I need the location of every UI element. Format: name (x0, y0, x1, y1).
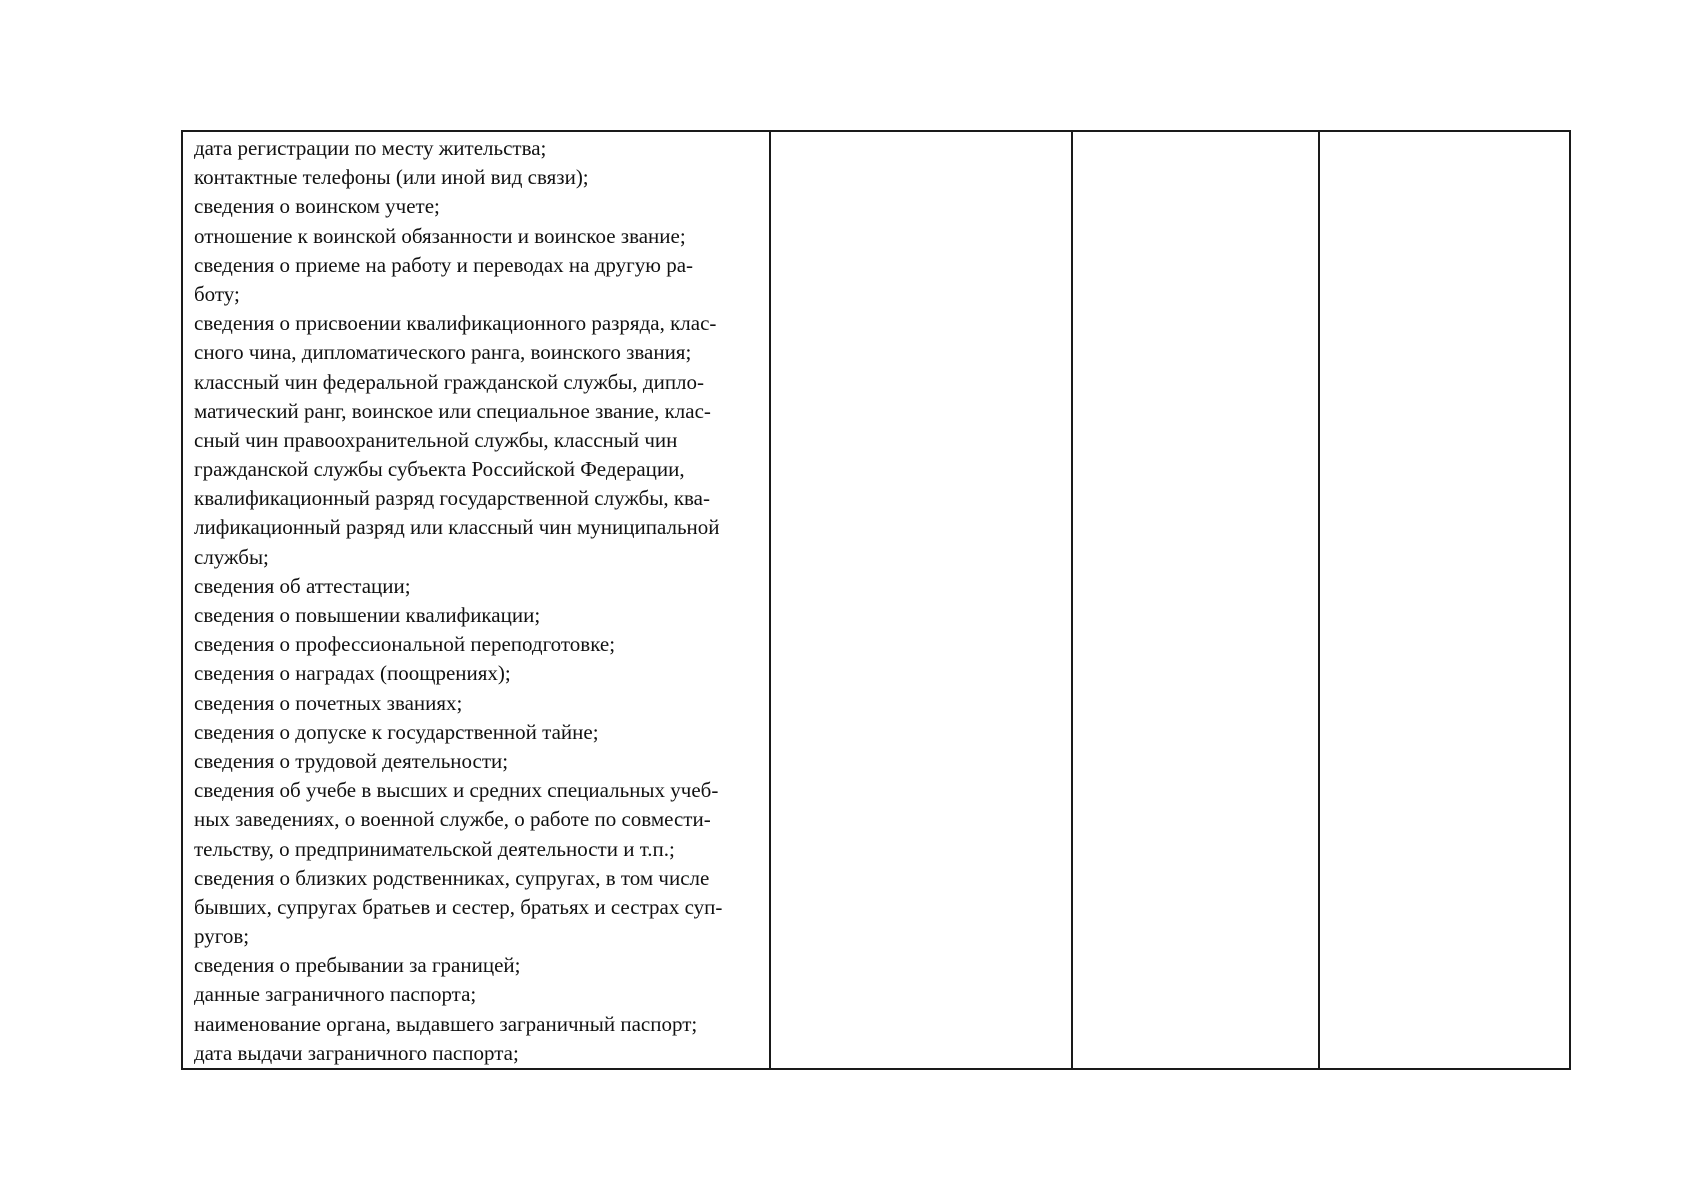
list-item: бывших, супругах братьев и сестер, братьях и сестрах суп- (194, 894, 723, 919)
list-item: сный чин правоохранительной службы, классный чин (194, 427, 678, 452)
list-item: матический ранг, воинское или специальное звание, клас- (194, 398, 711, 423)
list-item: данные заграничного паспорта; (194, 982, 477, 1007)
list-item: контактные телефоны (или иной вид связи); (194, 165, 589, 190)
list-item: сведения о почетных званиях; (194, 690, 463, 715)
list-item: ругов; (194, 924, 250, 949)
list-item: сведения об учебе в высших и средних специальных учеб- (194, 778, 719, 803)
table-cell-empty-4 (1319, 131, 1570, 1069)
list-item: наименование органа, выдавшего заграничный паспорт; (194, 1011, 698, 1036)
list-item: тельству, о предпринимательской деятельности и т.п.; (194, 836, 675, 861)
table-cell-empty-2 (770, 131, 1072, 1069)
table-cell-empty-3 (1072, 131, 1319, 1069)
list-item: сведения о пребывании за границей; (194, 953, 521, 978)
list-item: гражданской службы субъекта Российской Федерации, (194, 457, 685, 482)
list-item: сведения о близких родственниках, супругах, в том числе (194, 865, 710, 890)
list-item: сного чина, дипломатического ранга, воинского звания; (194, 340, 692, 365)
list-item: лификационный разряд или классный чин муниципальной (194, 515, 720, 540)
table-row (182, 131, 1570, 1069)
list-item: ных заведениях, о военной службе, о работе по совмести- (194, 807, 711, 832)
list-item: сведения о профессиональной переподготовке; (194, 632, 616, 657)
list-item: квалификационный разряд государственной службы, ква- (194, 486, 710, 511)
list-item: сведения об аттестации; (194, 573, 411, 598)
list-item: дата регистрации по месту жительства; (194, 136, 547, 160)
list-item: классный чин федеральной гражданской службы, дипло- (194, 369, 705, 394)
list-item: сведения о допуске к государственной тайне; (194, 719, 599, 744)
list-item: сведения о трудовой деятельности; (194, 748, 509, 773)
list-item: боту; (194, 281, 240, 306)
personal-data-list (183, 132, 769, 1068)
list-item: отношение к воинской обязанности и воинское звание; (194, 223, 686, 248)
list-item: сведения о повышении квалификации; (194, 603, 541, 627)
list-item: сведения о приеме на работу и переводах на другую ра- (194, 252, 694, 277)
list-item: службы; (194, 544, 269, 569)
table-cell-personal-data-list (182, 131, 770, 1069)
data-table (181, 130, 1571, 1070)
list-item: сведения о наградах (поощрениях); (194, 661, 511, 686)
list-item: дата выдачи заграничного паспорта; (194, 1040, 519, 1065)
list-item: сведения о воинском учете; (194, 194, 440, 219)
list-item: сведения о присвоении квалификационного разряда, клас- (194, 311, 717, 336)
